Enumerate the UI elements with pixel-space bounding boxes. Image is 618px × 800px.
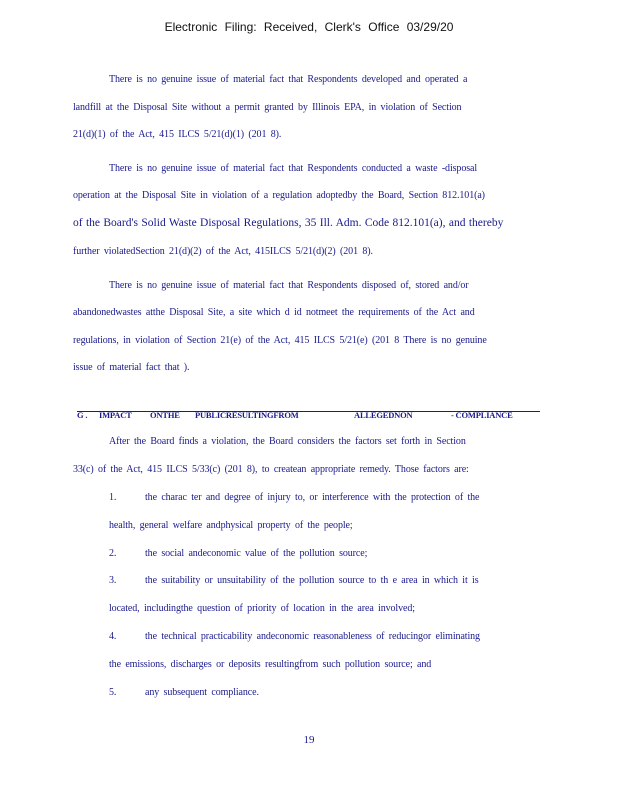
factor-1-text: the charac ter and degree of injury to, or interference with the protection of the <box>145 492 480 503</box>
paragraph-3-line-2: abandonedwastes atthe Disposal Site, a site which d id notmeet the requirements of the Act and <box>73 307 475 318</box>
heading-word-impact: IMPACT <box>99 410 132 420</box>
section-heading-g <box>77 410 540 420</box>
intro-line-1: After the Board finds a violation, the Board considers the factors set forth in Section <box>109 436 466 447</box>
factor-3-number: 3. <box>109 575 117 586</box>
factor-5-text: any subsequent compliance. <box>145 687 259 698</box>
factor-3-text-cont: located, includingthe question of priority of location in the area involved; <box>109 603 415 614</box>
paragraph-3-line-3: regulations, in violation of Section 21(e) of the Act, 415 ILCS 5/21(e) (201 8 There is no genuine <box>73 335 487 346</box>
factor-4-text: the technical practicability andeconomic reasonableness of reducingor eliminating <box>145 631 480 642</box>
page-number: 19 <box>303 734 315 746</box>
paragraph-3-line-4: issue of material fact that ). <box>73 362 190 373</box>
paragraph-2-line-4: further violatedSection 21(d)(2) of the Act, 415ILCS 5/21(d)(2) (201 8). <box>73 246 373 257</box>
paragraph-1-line-3: 21(d)(1) of the Act, 415 ILCS 5/21(d)(1) (201 8). <box>73 129 282 140</box>
heading-word-alleged: ALLEGEDNON <box>354 410 413 420</box>
factor-1-number: 1. <box>109 492 117 503</box>
factor-4-number: 4. <box>109 631 117 642</box>
factor-2-number: 2. <box>109 548 117 559</box>
paragraph-2-line-1: There is no genuine issue of material fact that Respondents conducted a waste -disposal <box>109 163 478 174</box>
factor-4-text-cont: the emissions, discharges or deposits resultingfrom such pollution source; and <box>109 659 432 670</box>
paragraph-3-line-1: There is no genuine issue of material fact that Respondents disposed of, stored and/or <box>109 280 469 291</box>
factor-2-text: the social andeconomic value of the pollution source; <box>145 548 368 559</box>
filing-stamp-header: Electronic Filing: Received, Clerk's Office 03/29/20 <box>164 20 454 34</box>
paragraph-1-line-1: There is no genuine issue of material fact that Respondents developed and operated a <box>109 74 468 85</box>
heading-word-public: PUBLICRESULTINGFROM <box>195 410 299 420</box>
paragraph-1-line-2: landfill at the Disposal Site without a permit granted by Illinois EPA, in violation of Section <box>73 102 462 113</box>
factor-1-text-cont: health, general welfare andphysical property of the people; <box>109 520 353 531</box>
heading-word-onthe: ONTHE <box>150 410 180 420</box>
intro-line-2: 33(c) of the Act, 415 ILCS 5/33(c) (201 8), to createan appropriate remedy. Those factors are: <box>73 464 469 475</box>
factor-3-text: the suitability or unsuitability of the pollution source to th e area in which it is <box>145 575 479 586</box>
paragraph-2-line-3: of the Board's Solid Waste Disposal Regulations, 35 Ill. Adm. Code 812.101(a), and thereby <box>73 217 504 229</box>
heading-word-compliance: - COMPLIANCE <box>451 410 513 420</box>
paragraph-2-line-2: operation at the Disposal Site in violation of a regulation adoptedby the Board, Section 812.101(a) <box>73 190 485 201</box>
section-letter: G . <box>77 410 88 420</box>
factor-5-number: 5. <box>109 687 117 698</box>
